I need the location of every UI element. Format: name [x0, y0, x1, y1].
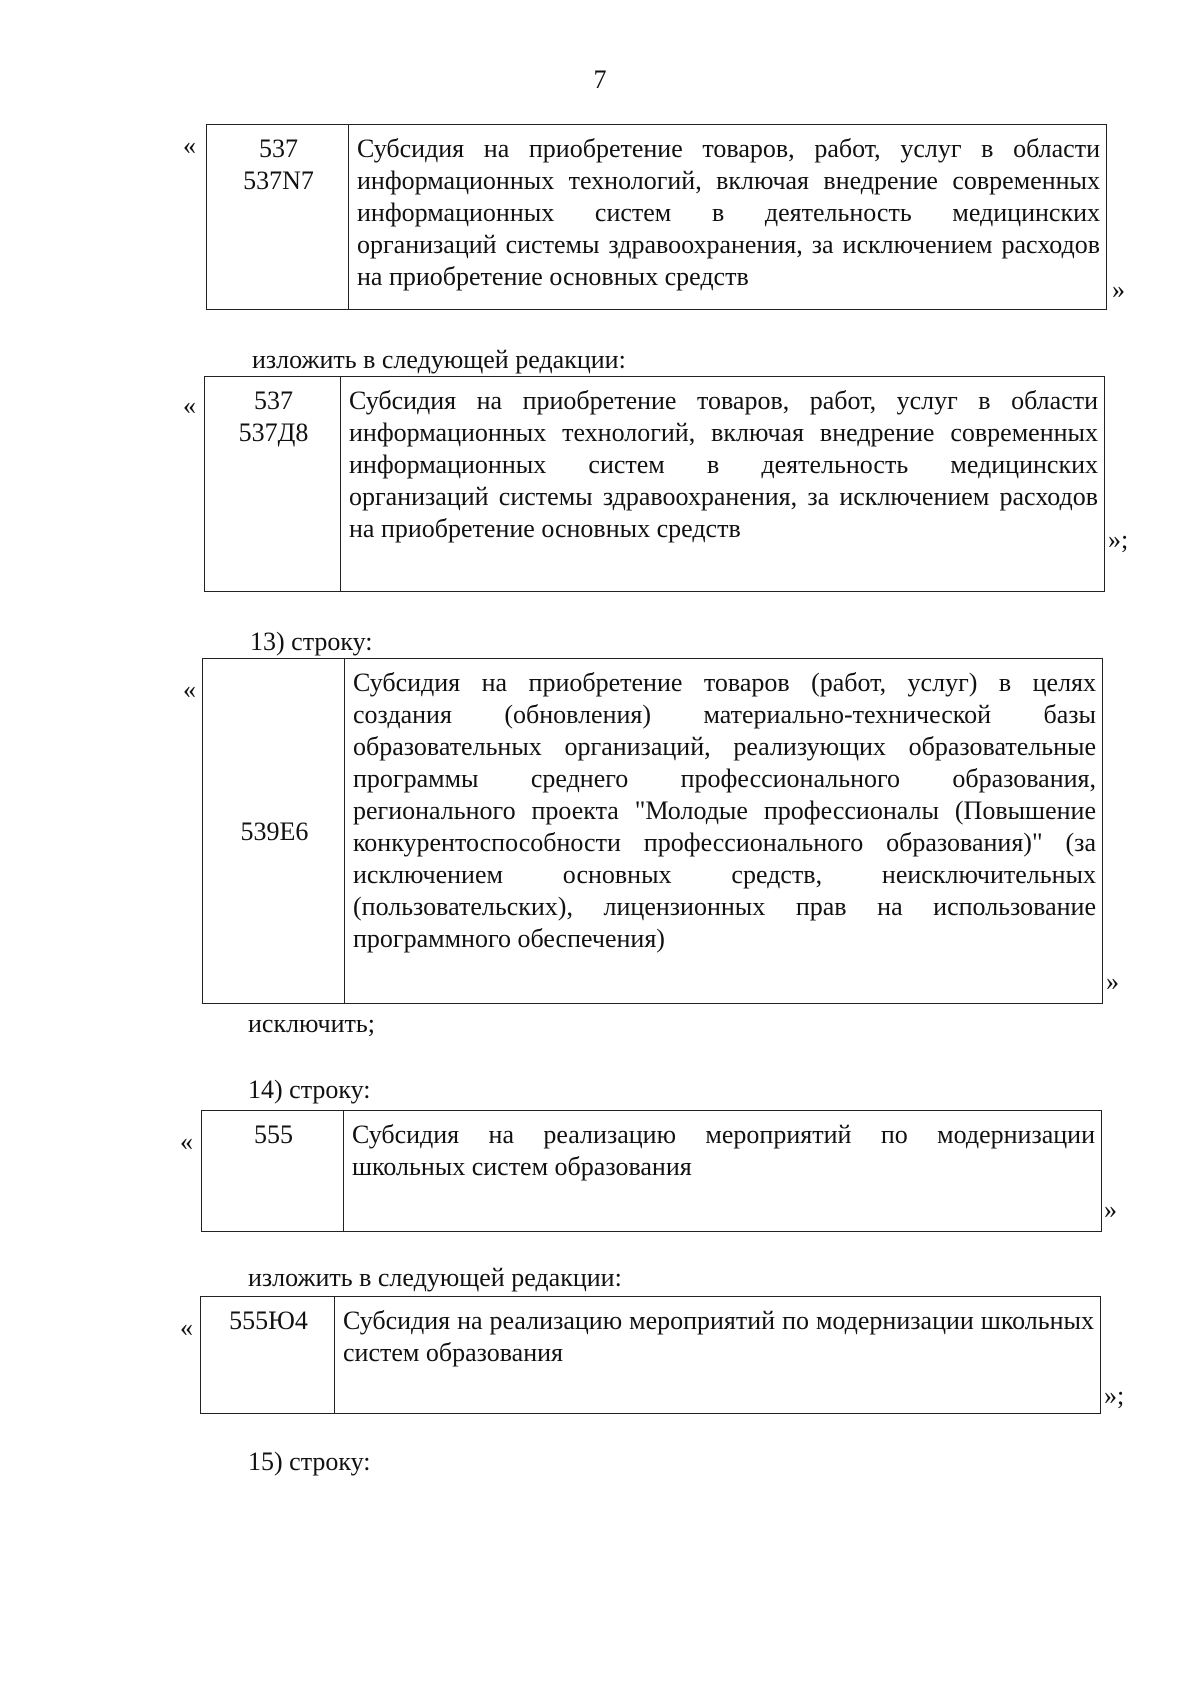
description-cell: Субсидия на приобретение товаров, работ, услуг в области информационных технологий, включая внедрение современных информационных систем в деятельность медицинских организаций системы здравоохранения, за исключением расходов на приобретение основных средств [341, 377, 1105, 592]
code-value: 555Ю4 [229, 1306, 308, 1335]
code-cell [201, 1297, 335, 1414]
description-cell: Субсидия на реализацию мероприятий по модернизации школьных систем образования [344, 1111, 1102, 1232]
code-table-row [202, 658, 1103, 1004]
code-cell [203, 659, 345, 1004]
code-value: 539Е6 [240, 817, 309, 846]
instruction-text: изложить в следующей редакции: [248, 1263, 622, 1292]
code-cell [207, 125, 349, 310]
instruction-text: изложить в следующей редакции: [252, 345, 626, 374]
code-table-row [206, 124, 1107, 310]
instruction-text: 15) строку: [248, 1447, 371, 1476]
open-quote: « [180, 1313, 193, 1342]
description-cell: Субсидия на приобретение товаров (работ, услуг) в целях создания (обновления) материально-технической базы образовательных организаций, реализующих образовательные программы среднего профессионального образования, регионального проекта "Молодые профессионалы (Повышение конкурентоспособности профессионального образования)" (за исключением основных средств, неисключительных (пользовательских), лицензионных прав на использование программного обеспечения) [345, 659, 1103, 1004]
code-cell [205, 377, 341, 592]
code-table-row [204, 376, 1105, 592]
open-quote: « [180, 1127, 193, 1156]
page-number: 7 [593, 65, 607, 94]
close-quote: »; [1108, 525, 1129, 554]
code-table-row [201, 1110, 1102, 1232]
close-quote: » [1106, 967, 1119, 996]
open-quote: « [183, 675, 196, 704]
open-quote: « [183, 391, 196, 420]
code-value: 537 [259, 134, 298, 163]
code-value: 555 [254, 1120, 293, 1149]
code-cell [202, 1111, 344, 1232]
description-cell: Субсидия на приобретение товаров, работ, услуг в области информационных технологий, включая внедрение современных информационных систем в деятельность медицинских организаций системы здравоохранения, за исключением расходов на приобретение основных средств [349, 125, 1107, 310]
instruction-text: 13) строку: [250, 627, 373, 656]
close-quote: »; [1104, 1381, 1125, 1410]
code-value: 537 [254, 386, 293, 415]
code-table-row [200, 1296, 1101, 1414]
exclude-text: исключить; [248, 1009, 375, 1038]
close-quote: » [1112, 275, 1125, 304]
code-value: 537N7 [243, 166, 314, 195]
open-quote: « [183, 131, 196, 160]
close-quote: » [1104, 1195, 1117, 1224]
code-value: 537Д8 [238, 418, 309, 447]
description-cell: Субсидия на реализацию мероприятий по модернизации школьных систем образования [335, 1297, 1101, 1414]
instruction-text: 14) строку: [248, 1075, 371, 1104]
